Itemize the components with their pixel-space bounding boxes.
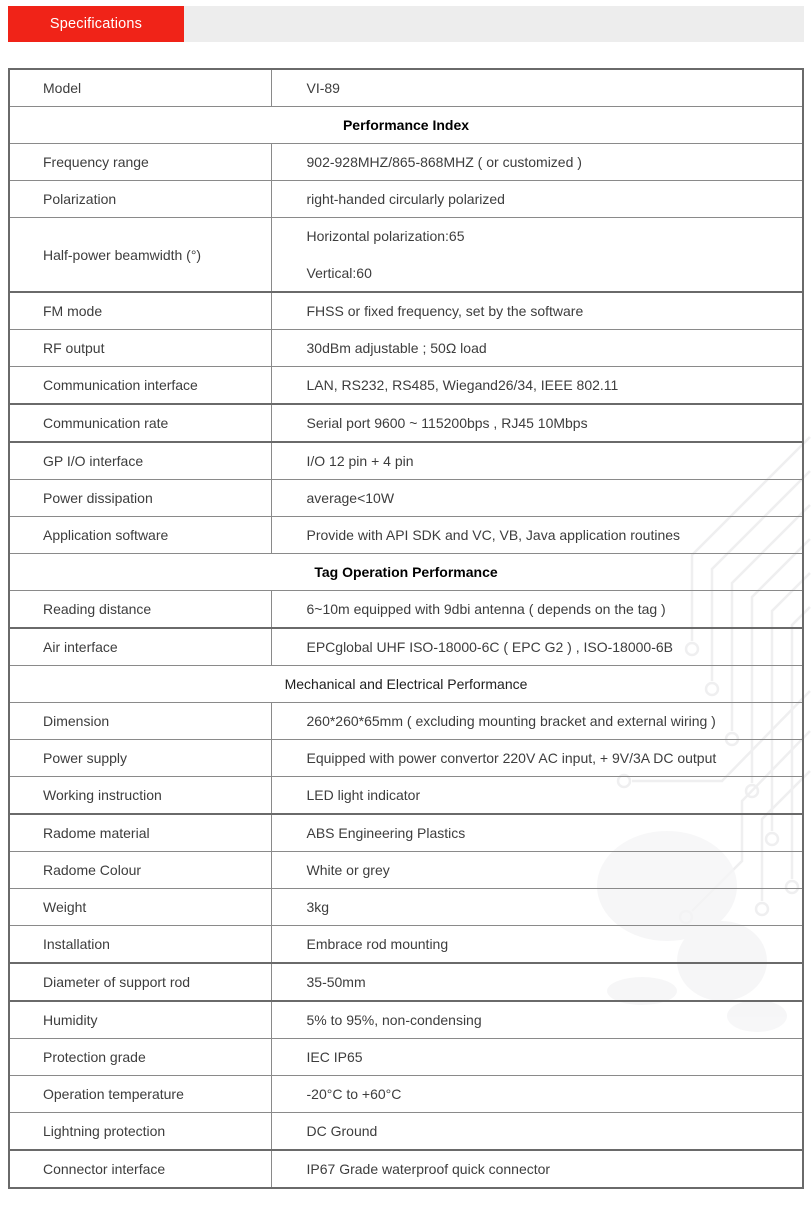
spec-label: Polarization xyxy=(9,181,271,218)
spec-value: LAN, RS232, RS485, Wiegand26/34, IEEE 802.11 xyxy=(271,367,803,405)
spec-row xyxy=(9,852,803,889)
spec-value xyxy=(271,218,803,293)
spec-value: IP67 Grade waterproof quick connector xyxy=(271,1150,803,1188)
spec-value: LED light indicator xyxy=(271,777,803,815)
spec-label: GP I/O interface xyxy=(9,442,271,480)
spec-value: 260*260*65mm ( excluding mounting bracket and external wiring ) xyxy=(271,703,803,740)
spec-value: average<10W xyxy=(271,480,803,517)
spec-row xyxy=(9,740,803,777)
spec-value: 3kg xyxy=(271,889,803,926)
spec-label: Diameter of support rod xyxy=(9,963,271,1001)
spec-row xyxy=(9,442,803,480)
spec-label: Communication rate xyxy=(9,404,271,442)
spec-value: Provide with API SDK and VC, VB, Java application routines xyxy=(271,517,803,554)
spec-row xyxy=(9,628,803,666)
spec-label: Humidity xyxy=(9,1001,271,1039)
section-header-row xyxy=(9,554,803,591)
spec-value: FHSS or fixed frequency, set by the software xyxy=(271,292,803,330)
spec-row xyxy=(9,517,803,554)
spec-label: Half-power beamwidth (°) xyxy=(9,218,271,293)
spec-row xyxy=(9,591,803,629)
spec-label: Installation xyxy=(9,926,271,964)
spec-row xyxy=(9,367,803,405)
spec-row xyxy=(9,777,803,815)
spec-row xyxy=(9,1076,803,1113)
spec-value: IEC IP65 xyxy=(271,1039,803,1076)
spec-label: Model xyxy=(9,69,271,107)
spec-label: Power supply xyxy=(9,740,271,777)
spec-value: 902-928MHZ/865-868MHZ ( or customized ) xyxy=(271,144,803,181)
spec-label: Reading distance xyxy=(9,591,271,629)
spec-label: Operation temperature xyxy=(9,1076,271,1113)
spec-label: Dimension xyxy=(9,703,271,740)
spec-value: Serial port 9600 ~ 115200bps , RJ45 10Mbps xyxy=(271,404,803,442)
spec-value: I/O 12 pin + 4 pin xyxy=(271,442,803,480)
specifications-table xyxy=(8,68,804,1189)
spec-row xyxy=(9,181,803,218)
spec-value: ABS Engineering Plastics xyxy=(271,814,803,852)
spec-label: Connector interface xyxy=(9,1150,271,1188)
spec-label: Frequency range xyxy=(9,144,271,181)
spec-label: Protection grade xyxy=(9,1039,271,1076)
spec-value-line: Vertical:60 xyxy=(306,265,372,281)
spec-value: 5% to 95%, non-condensing xyxy=(271,1001,803,1039)
section-header-strip xyxy=(8,6,804,42)
spec-row xyxy=(9,69,803,107)
spec-row xyxy=(9,404,803,442)
spec-row xyxy=(9,703,803,740)
spec-label: Working instruction xyxy=(9,777,271,815)
spec-value-line: Horizontal polarization:65 xyxy=(306,228,465,244)
section-header-label: Mechanical and Electrical Performance xyxy=(9,666,803,703)
spec-row xyxy=(9,1039,803,1076)
specifications-tab-label: Specifications xyxy=(49,16,143,32)
spec-value: 30dBm adjustable ; 50Ω load xyxy=(271,330,803,367)
spec-label: Power dissipation xyxy=(9,480,271,517)
spec-value: Embrace rod mounting xyxy=(271,926,803,964)
spec-value: VI-89 xyxy=(271,69,803,107)
section-header-label: Tag Operation Performance xyxy=(9,554,803,591)
spec-row xyxy=(9,144,803,181)
spec-value: EPCglobal UHF ISO-18000-6C ( EPC G2 ) , ISO-18000-6B xyxy=(271,628,803,666)
spec-label: Application software xyxy=(9,517,271,554)
section-header-row xyxy=(9,666,803,703)
spec-label: Radome material xyxy=(9,814,271,852)
spec-value: -20°C to +60°C xyxy=(271,1076,803,1113)
spec-table-body xyxy=(9,69,803,1188)
spec-label: Radome Colour xyxy=(9,852,271,889)
spec-row xyxy=(9,292,803,330)
spec-row xyxy=(9,1001,803,1039)
spec-value: Equipped with power convertor 220V AC input, + 9V/3A DC output xyxy=(271,740,803,777)
spec-label: Air interface xyxy=(9,628,271,666)
spec-label: RF output xyxy=(9,330,271,367)
section-header-label: Performance Index xyxy=(9,107,803,144)
spec-value: right-handed circularly polarized xyxy=(271,181,803,218)
spec-label: Lightning protection xyxy=(9,1113,271,1151)
spec-row xyxy=(9,814,803,852)
spec-row xyxy=(9,889,803,926)
spec-row xyxy=(9,218,803,293)
spec-value: 6~10m equipped with 9dbi antenna ( depends on the tag ) xyxy=(271,591,803,629)
spec-row xyxy=(9,480,803,517)
spec-value: White or grey xyxy=(271,852,803,889)
specifications-tab[interactable] xyxy=(8,6,184,42)
spec-label: Communication interface xyxy=(9,367,271,405)
spec-row xyxy=(9,1113,803,1151)
spec-row xyxy=(9,926,803,964)
spec-row xyxy=(9,963,803,1001)
spec-value: DC Ground xyxy=(271,1113,803,1151)
spec-row xyxy=(9,330,803,367)
spec-value: 35-50mm xyxy=(271,963,803,1001)
spec-row xyxy=(9,1150,803,1188)
spec-label: Weight xyxy=(9,889,271,926)
section-header-row xyxy=(9,107,803,144)
spec-label: FM mode xyxy=(9,292,271,330)
